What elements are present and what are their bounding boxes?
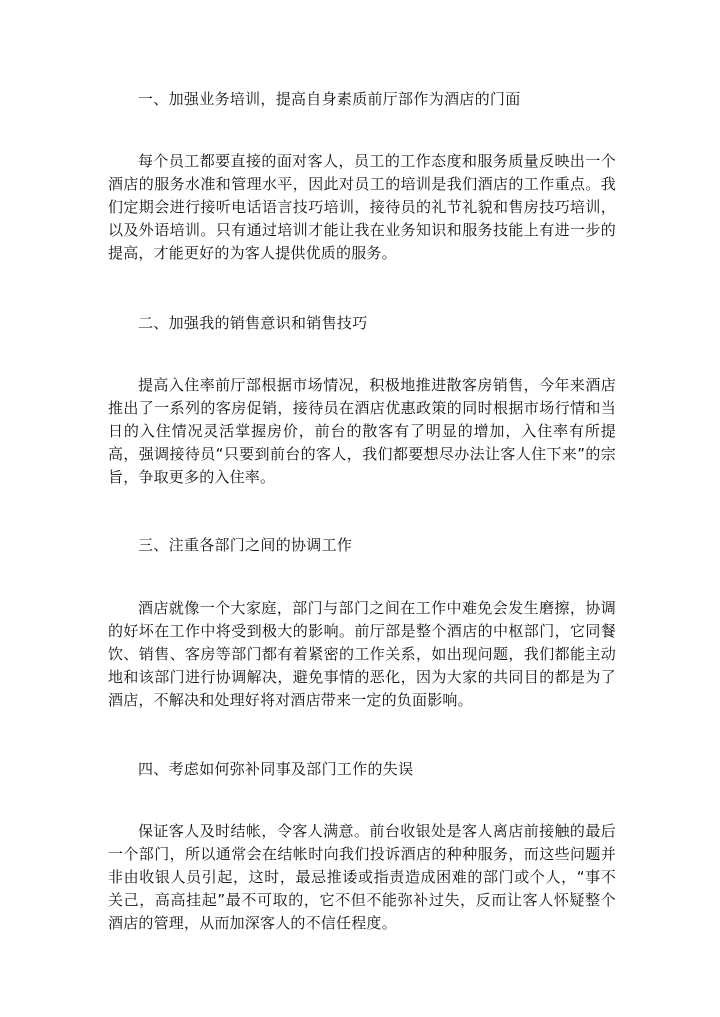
section-heading-3: 三、注重各部门之间的协调工作 [138, 536, 353, 554]
section-heading-4: 四、考虑如何弥补同事及部门工作的失误 [138, 760, 414, 778]
section-heading-1: 一、加强业务培训，提高自身素质前厅部作为酒店的门面 [138, 90, 521, 108]
section-paragraph-1: 每个员工都要直接的面对客人，员工的工作态度和服务质量反映出一个酒店的服务水准和管理水平，因此对员工的培训是我们酒店的工作重点。我们定期会进行接听电话语言技巧培训，接待员的礼节礼貌和售房技巧培训，以及外语培训。只有通过培训才能让我在业务知识和服务技能上有进一步的提高，才能更好的为客人提供优质的服务。 [108, 152, 616, 262]
section-paragraph-2: 提高入住率前厅部根据市场情况，积极地推进散客房销售，今年来酒店推出了一系列的客房促销，接待员在酒店优惠政策的同时根据市场行情和当日的入住情况灵活掌握房价，前台的散客有了明显的增加，入住率有所提高，强调接待员“只要到前台的客人，我们都要想尽办法让客人住下来”的宗旨，争取更多的入住率。 [108, 376, 616, 486]
section-paragraph-3: 酒店就像一个大家庭，部门与部门之间在工作中难免会发生磨擦，协调的好坏在工作中将受到极大的影响。前厅部是整个酒店的中枢部门，它同餐饮、销售、客房等部门都有着紧密的工作关系，如出现问题，我们都能主动地和该部门进行协调解决，避免事情的恶化，因为大家的共同目的都是为了酒店，不解决和处理好将对酒店带来一定的负面影响。 [108, 599, 616, 709]
section-paragraph-4: 保证客人及时结帐，令客人满意。前台收银处是客人离店前接触的最后一个部门，所以通常会在结帐时向我们投诉酒店的种种服务，而这些问题并非由收银人员引起，这时，最忌推诿或指责造成困难的部门或个人，“事不关己，高高挂起”最不可取的，它不但不能弥补过失，反而让客人怀疑整个酒店的管理，从而加深客人的不信任程度。 [108, 822, 616, 932]
section-heading-2: 二、加强我的销售意识和销售技巧 [138, 314, 368, 332]
